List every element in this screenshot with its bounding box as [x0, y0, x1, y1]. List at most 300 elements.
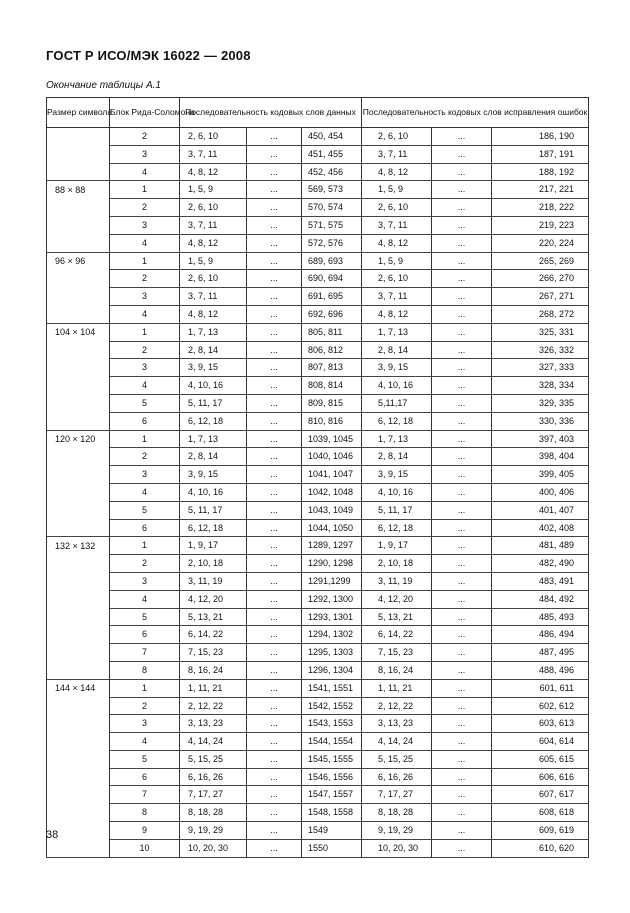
- row-size-cell: [47, 697, 110, 715]
- table-row: [47, 839, 589, 857]
- row-block-cell: 2: [110, 448, 180, 466]
- row-error-end-cell: 265, 269: [492, 252, 589, 270]
- row-block-cell: 1: [110, 430, 180, 448]
- row-data-end-cell: 1042, 1048: [302, 483, 362, 501]
- row-data-start-cell: 2, 6, 10: [180, 199, 247, 217]
- row-data-ellipsis-cell: ...: [247, 519, 302, 537]
- row-data-ellipsis-cell: ...: [247, 305, 302, 323]
- row-error-start-cell: 2, 6, 10: [362, 199, 432, 217]
- row-error-end-cell: 219, 223: [492, 216, 589, 234]
- row-data-end-cell: 1548, 1558: [302, 804, 362, 822]
- row-data-ellipsis-cell: ...: [247, 483, 302, 501]
- row-error-start-cell: 7, 17, 27: [362, 786, 432, 804]
- row-error-ellipsis-cell: ...: [432, 537, 492, 555]
- row-data-end-cell: 1293, 1301: [302, 608, 362, 626]
- row-block-cell: 4: [110, 590, 180, 608]
- row-error-ellipsis-cell: ...: [432, 483, 492, 501]
- row-error-start-cell: 2, 6, 10: [362, 128, 432, 146]
- row-data-ellipsis-cell: ...: [247, 679, 302, 697]
- row-block-cell: 4: [110, 733, 180, 751]
- row-data-end-cell: 1290, 1298: [302, 555, 362, 573]
- row-error-start-cell: 3, 9, 15: [362, 359, 432, 377]
- row-data-end-cell: 1044, 1050: [302, 519, 362, 537]
- row-data-ellipsis-cell: ...: [247, 839, 302, 857]
- row-data-start-cell: 3, 7, 11: [180, 216, 247, 234]
- row-error-ellipsis-cell: ...: [432, 305, 492, 323]
- row-block-cell: 1: [110, 181, 180, 199]
- row-size-cell: [47, 733, 110, 751]
- row-data-ellipsis-cell: ...: [247, 270, 302, 288]
- row-size-cell: [47, 661, 110, 679]
- row-size-cell: [47, 483, 110, 501]
- row-block-cell: 2: [110, 128, 180, 146]
- header-size: Размер символа: [47, 98, 110, 128]
- row-data-start-cell: 6, 12, 18: [180, 519, 247, 537]
- row-data-start-cell: 2, 10, 18: [180, 555, 247, 573]
- row-block-cell: 6: [110, 626, 180, 644]
- row-data-start-cell: 5, 15, 25: [180, 750, 247, 768]
- row-error-ellipsis-cell: ...: [432, 163, 492, 181]
- row-block-cell: 6: [110, 519, 180, 537]
- row-data-end-cell: 572, 576: [302, 234, 362, 252]
- row-error-end-cell: 397, 403: [492, 430, 589, 448]
- row-error-ellipsis-cell: ...: [432, 145, 492, 163]
- row-error-ellipsis-cell: ...: [432, 839, 492, 857]
- row-data-ellipsis-cell: ...: [247, 590, 302, 608]
- row-data-start-cell: 2, 8, 14: [180, 341, 247, 359]
- row-data-ellipsis-cell: ...: [247, 501, 302, 519]
- row-data-end-cell: 1294, 1302: [302, 626, 362, 644]
- row-data-ellipsis-cell: ...: [247, 661, 302, 679]
- row-error-end-cell: 218, 222: [492, 199, 589, 217]
- row-error-end-cell: 607, 617: [492, 786, 589, 804]
- row-error-end-cell: 483, 491: [492, 572, 589, 590]
- row-data-end-cell: 451, 455: [302, 145, 362, 163]
- row-block-cell: 7: [110, 644, 180, 662]
- row-size-cell: 88 × 88: [47, 181, 110, 199]
- table-row: [47, 466, 589, 484]
- row-error-end-cell: 217, 221: [492, 181, 589, 199]
- row-data-end-cell: 569, 573: [302, 181, 362, 199]
- row-data-ellipsis-cell: ...: [247, 572, 302, 590]
- row-data-end-cell: 1296, 1304: [302, 661, 362, 679]
- row-block-cell: 4: [110, 234, 180, 252]
- row-size-cell: [47, 501, 110, 519]
- row-block-cell: 3: [110, 359, 180, 377]
- row-data-ellipsis-cell: ...: [247, 341, 302, 359]
- row-error-ellipsis-cell: ...: [432, 270, 492, 288]
- row-data-start-cell: 10, 20, 30: [180, 839, 247, 857]
- row-block-cell: 4: [110, 305, 180, 323]
- row-error-start-cell: 6, 12, 18: [362, 412, 432, 430]
- row-data-end-cell: 1542, 1552: [302, 697, 362, 715]
- row-data-start-cell: 1, 11, 21: [180, 679, 247, 697]
- row-size-cell: [47, 359, 110, 377]
- row-error-start-cell: 4, 14, 24: [362, 733, 432, 751]
- row-block-cell: 2: [110, 697, 180, 715]
- row-size-cell: [47, 234, 110, 252]
- row-error-end-cell: 187, 191: [492, 145, 589, 163]
- row-data-end-cell: 1039, 1045: [302, 430, 362, 448]
- row-error-start-cell: 2, 12, 22: [362, 697, 432, 715]
- table-row: [47, 572, 589, 590]
- row-data-end-cell: 692, 696: [302, 305, 362, 323]
- row-error-start-cell: 2, 8, 14: [362, 448, 432, 466]
- row-data-start-cell: 1, 9, 17: [180, 537, 247, 555]
- row-data-ellipsis-cell: ...: [247, 359, 302, 377]
- row-error-start-cell: 1, 7, 13: [362, 323, 432, 341]
- row-error-ellipsis-cell: ...: [432, 323, 492, 341]
- row-data-ellipsis-cell: ...: [247, 715, 302, 733]
- row-size-cell: [47, 163, 110, 181]
- row-error-end-cell: 608, 618: [492, 804, 589, 822]
- row-error-end-cell: 325, 331: [492, 323, 589, 341]
- row-block-cell: 10: [110, 839, 180, 857]
- row-data-ellipsis-cell: ...: [247, 199, 302, 217]
- table-row: [47, 768, 589, 786]
- row-data-end-cell: 689, 693: [302, 252, 362, 270]
- row-error-start-cell: 3, 7, 11: [362, 288, 432, 306]
- row-error-end-cell: 486, 494: [492, 626, 589, 644]
- row-data-ellipsis-cell: ...: [247, 216, 302, 234]
- row-block-cell: 1: [110, 537, 180, 555]
- row-data-end-cell: 1289, 1297: [302, 537, 362, 555]
- row-error-ellipsis-cell: ...: [432, 341, 492, 359]
- table-row: [47, 804, 589, 822]
- row-error-end-cell: 482, 490: [492, 555, 589, 573]
- table-row: [47, 626, 589, 644]
- row-error-ellipsis-cell: ...: [432, 234, 492, 252]
- row-error-start-cell: 1, 5, 9: [362, 181, 432, 199]
- table-row: [47, 288, 589, 306]
- row-error-end-cell: 604, 614: [492, 733, 589, 751]
- table-row: [47, 163, 589, 181]
- row-error-start-cell: 1, 9, 17: [362, 537, 432, 555]
- table-row: [47, 181, 589, 199]
- row-data-start-cell: 1, 5, 9: [180, 181, 247, 199]
- row-error-ellipsis-cell: ...: [432, 448, 492, 466]
- row-block-cell: 5: [110, 394, 180, 412]
- row-size-cell: [47, 377, 110, 395]
- row-error-ellipsis-cell: ...: [432, 750, 492, 768]
- row-data-start-cell: 7, 17, 27: [180, 786, 247, 804]
- row-data-start-cell: 6, 14, 22: [180, 626, 247, 644]
- row-error-ellipsis-cell: ...: [432, 661, 492, 679]
- row-error-end-cell: 400, 406: [492, 483, 589, 501]
- row-error-end-cell: 402, 408: [492, 519, 589, 537]
- row-data-ellipsis-cell: ...: [247, 786, 302, 804]
- row-error-end-cell: 398, 404: [492, 448, 589, 466]
- row-error-start-cell: 10, 20, 30: [362, 839, 432, 857]
- table-row: [47, 537, 589, 555]
- row-error-end-cell: 326, 332: [492, 341, 589, 359]
- row-block-cell: 7: [110, 786, 180, 804]
- row-error-end-cell: 188, 192: [492, 163, 589, 181]
- row-error-end-cell: 601, 611: [492, 679, 589, 697]
- row-data-start-cell: 8, 18, 28: [180, 804, 247, 822]
- row-error-start-cell: 1, 5, 9: [362, 252, 432, 270]
- row-error-ellipsis-cell: ...: [432, 359, 492, 377]
- row-error-ellipsis-cell: ...: [432, 644, 492, 662]
- table-row: [47, 128, 589, 146]
- row-error-start-cell: 4, 12, 20: [362, 590, 432, 608]
- row-block-cell: 1: [110, 323, 180, 341]
- table-row: [47, 822, 589, 840]
- row-data-ellipsis-cell: ...: [247, 537, 302, 555]
- row-data-ellipsis-cell: ...: [247, 626, 302, 644]
- row-error-end-cell: 606, 616: [492, 768, 589, 786]
- row-data-ellipsis-cell: ...: [247, 697, 302, 715]
- row-block-cell: 1: [110, 679, 180, 697]
- table-row: [47, 501, 589, 519]
- row-data-start-cell: 6, 12, 18: [180, 412, 247, 430]
- row-data-end-cell: 1292, 1300: [302, 590, 362, 608]
- table-row: [47, 483, 589, 501]
- row-error-end-cell: 487, 495: [492, 644, 589, 662]
- row-data-start-cell: 1, 5, 9: [180, 252, 247, 270]
- table-row: [47, 590, 589, 608]
- table-row: [47, 697, 589, 715]
- row-data-ellipsis-cell: ...: [247, 163, 302, 181]
- row-error-ellipsis-cell: ...: [432, 252, 492, 270]
- table-row: [47, 323, 589, 341]
- row-error-end-cell: 327, 333: [492, 359, 589, 377]
- row-error-ellipsis-cell: ...: [432, 804, 492, 822]
- row-data-start-cell: 5, 13, 21: [180, 608, 247, 626]
- page-number: 38: [46, 829, 59, 841]
- row-block-cell: 2: [110, 270, 180, 288]
- row-data-start-cell: 8, 16, 24: [180, 661, 247, 679]
- table-row: [47, 715, 589, 733]
- row-data-start-cell: 4, 8, 12: [180, 234, 247, 252]
- row-error-start-cell: 4, 8, 12: [362, 163, 432, 181]
- row-error-start-cell: 1, 7, 13: [362, 430, 432, 448]
- row-error-start-cell: 8, 18, 28: [362, 804, 432, 822]
- table-row: [47, 216, 589, 234]
- row-error-end-cell: 401, 407: [492, 501, 589, 519]
- row-data-end-cell: 1043, 1049: [302, 501, 362, 519]
- row-error-start-cell: 5, 15, 25: [362, 750, 432, 768]
- row-error-start-cell: 5,11,17: [362, 394, 432, 412]
- row-size-cell: 144 × 144: [47, 679, 110, 697]
- row-error-ellipsis-cell: ...: [432, 430, 492, 448]
- row-error-ellipsis-cell: ...: [432, 733, 492, 751]
- row-data-end-cell: 809, 815: [302, 394, 362, 412]
- row-block-cell: 2: [110, 199, 180, 217]
- row-data-end-cell: 690, 694: [302, 270, 362, 288]
- row-error-end-cell: 602, 612: [492, 697, 589, 715]
- row-block-cell: 2: [110, 341, 180, 359]
- document-header: ГОСТ Р ИСО/МЭК 16022 — 2008: [46, 48, 251, 63]
- row-data-end-cell: 570, 574: [302, 199, 362, 217]
- row-data-start-cell: 4, 8, 12: [180, 163, 247, 181]
- row-data-end-cell: 571, 575: [302, 216, 362, 234]
- table-row: [47, 786, 589, 804]
- row-data-start-cell: 1, 7, 13: [180, 430, 247, 448]
- row-error-ellipsis-cell: ...: [432, 768, 492, 786]
- row-block-cell: 8: [110, 661, 180, 679]
- row-error-end-cell: 220, 224: [492, 234, 589, 252]
- row-error-ellipsis-cell: ...: [432, 822, 492, 840]
- row-size-cell: [47, 412, 110, 430]
- row-data-start-cell: 1, 7, 13: [180, 323, 247, 341]
- row-error-end-cell: 186, 190: [492, 128, 589, 146]
- table-header-row: [47, 98, 589, 128]
- row-data-ellipsis-cell: ...: [247, 430, 302, 448]
- row-block-cell: 5: [110, 608, 180, 626]
- row-size-cell: [47, 572, 110, 590]
- table-row: [47, 661, 589, 679]
- row-size-cell: [47, 804, 110, 822]
- row-block-cell: 3: [110, 216, 180, 234]
- row-size-cell: [47, 128, 110, 146]
- row-data-start-cell: 2, 6, 10: [180, 270, 247, 288]
- row-block-cell: 4: [110, 377, 180, 395]
- table-caption: Окончание таблицы А.1: [46, 80, 161, 91]
- row-size-cell: [47, 608, 110, 626]
- row-data-ellipsis-cell: ...: [247, 412, 302, 430]
- row-error-start-cell: 1, 11, 21: [362, 679, 432, 697]
- row-error-start-cell: 2, 8, 14: [362, 341, 432, 359]
- row-error-ellipsis-cell: ...: [432, 288, 492, 306]
- row-error-end-cell: 609, 619: [492, 822, 589, 840]
- row-size-cell: [47, 216, 110, 234]
- row-data-end-cell: 452, 456: [302, 163, 362, 181]
- row-data-ellipsis-cell: ...: [247, 128, 302, 146]
- row-block-cell: 9: [110, 822, 180, 840]
- row-error-start-cell: 6, 12, 18: [362, 519, 432, 537]
- header-error-sequence: Последовательность кодовых слов исправления ошибок: [362, 98, 589, 128]
- row-data-end-cell: 1040, 1046: [302, 448, 362, 466]
- row-error-end-cell: 605, 615: [492, 750, 589, 768]
- row-data-ellipsis-cell: ...: [247, 252, 302, 270]
- row-size-cell: [47, 448, 110, 466]
- row-size-cell: [47, 750, 110, 768]
- row-error-end-cell: 267, 271: [492, 288, 589, 306]
- row-data-ellipsis-cell: ...: [247, 466, 302, 484]
- row-error-end-cell: 329, 335: [492, 394, 589, 412]
- row-data-end-cell: 1546, 1556: [302, 768, 362, 786]
- row-error-start-cell: 6, 16, 26: [362, 768, 432, 786]
- row-size-cell: 132 × 132: [47, 537, 110, 555]
- table-row: [47, 412, 589, 430]
- row-data-end-cell: 691, 695: [302, 288, 362, 306]
- row-size-cell: [47, 626, 110, 644]
- row-block-cell: 3: [110, 145, 180, 163]
- row-data-start-cell: 2, 6, 10: [180, 128, 247, 146]
- row-data-start-cell: 4, 10, 16: [180, 377, 247, 395]
- row-error-ellipsis-cell: ...: [432, 555, 492, 573]
- row-data-end-cell: 1541, 1551: [302, 679, 362, 697]
- row-error-ellipsis-cell: ...: [432, 199, 492, 217]
- row-error-start-cell: 3, 13, 23: [362, 715, 432, 733]
- row-data-end-cell: 807, 813: [302, 359, 362, 377]
- row-size-cell: [47, 288, 110, 306]
- row-error-end-cell: 484, 492: [492, 590, 589, 608]
- table-row: [47, 394, 589, 412]
- row-error-ellipsis-cell: ...: [432, 626, 492, 644]
- row-size-cell: 120 × 120: [47, 430, 110, 448]
- row-data-end-cell: 1544, 1554: [302, 733, 362, 751]
- row-size-cell: [47, 715, 110, 733]
- row-size-cell: [47, 466, 110, 484]
- row-data-end-cell: 1545, 1555: [302, 750, 362, 768]
- row-data-start-cell: 3, 7, 11: [180, 288, 247, 306]
- row-data-start-cell: 9, 19, 29: [180, 822, 247, 840]
- row-data-end-cell: 1291,1299: [302, 572, 362, 590]
- row-data-start-cell: 4, 10, 16: [180, 483, 247, 501]
- table-body: [47, 128, 589, 858]
- row-size-cell: [47, 270, 110, 288]
- row-error-ellipsis-cell: ...: [432, 216, 492, 234]
- row-size-cell: 104 × 104: [47, 323, 110, 341]
- row-size-cell: [47, 768, 110, 786]
- row-error-ellipsis-cell: ...: [432, 394, 492, 412]
- row-data-ellipsis-cell: ...: [247, 394, 302, 412]
- row-error-start-cell: 4, 10, 16: [362, 483, 432, 501]
- table-row: [47, 608, 589, 626]
- row-data-ellipsis-cell: ...: [247, 555, 302, 573]
- row-size-cell: 96 × 96: [47, 252, 110, 270]
- row-size-cell: [47, 519, 110, 537]
- row-error-ellipsis-cell: ...: [432, 786, 492, 804]
- row-data-ellipsis-cell: ...: [247, 448, 302, 466]
- row-error-start-cell: 5, 11, 17: [362, 501, 432, 519]
- row-error-ellipsis-cell: ...: [432, 679, 492, 697]
- table-row: [47, 377, 589, 395]
- table-row: [47, 341, 589, 359]
- table-row: [47, 555, 589, 573]
- row-data-end-cell: 1550: [302, 839, 362, 857]
- row-error-end-cell: 328, 334: [492, 377, 589, 395]
- row-error-end-cell: 399, 405: [492, 466, 589, 484]
- row-data-start-cell: 5, 11, 17: [180, 501, 247, 519]
- row-data-start-cell: 3, 7, 11: [180, 145, 247, 163]
- row-data-end-cell: 1547, 1557: [302, 786, 362, 804]
- row-size-cell: [47, 341, 110, 359]
- row-error-start-cell: 4, 10, 16: [362, 377, 432, 395]
- table-row: [47, 234, 589, 252]
- row-block-cell: 3: [110, 466, 180, 484]
- row-block-cell: 3: [110, 288, 180, 306]
- row-data-ellipsis-cell: ...: [247, 608, 302, 626]
- row-data-end-cell: 450, 454: [302, 128, 362, 146]
- row-size-cell: [47, 199, 110, 217]
- row-error-ellipsis-cell: ...: [432, 590, 492, 608]
- row-size-cell: [47, 145, 110, 163]
- row-error-end-cell: 481, 489: [492, 537, 589, 555]
- row-size-cell: [47, 839, 110, 857]
- row-block-cell: 1: [110, 252, 180, 270]
- row-error-start-cell: 4, 8, 12: [362, 305, 432, 323]
- row-block-cell: 3: [110, 715, 180, 733]
- header-block: Блок Рида-Соломона: [110, 98, 180, 128]
- row-data-start-cell: 4, 8, 12: [180, 305, 247, 323]
- row-error-ellipsis-cell: ...: [432, 181, 492, 199]
- row-error-ellipsis-cell: ...: [432, 466, 492, 484]
- row-data-end-cell: 806, 812: [302, 341, 362, 359]
- table-row: [47, 644, 589, 662]
- row-data-start-cell: 7, 15, 23: [180, 644, 247, 662]
- row-error-start-cell: 3, 9, 15: [362, 466, 432, 484]
- row-error-end-cell: 330, 336: [492, 412, 589, 430]
- row-data-ellipsis-cell: ...: [247, 768, 302, 786]
- row-error-start-cell: 8, 16, 24: [362, 661, 432, 679]
- row-data-end-cell: 808, 814: [302, 377, 362, 395]
- row-error-ellipsis-cell: ...: [432, 412, 492, 430]
- row-error-start-cell: 2, 6, 10: [362, 270, 432, 288]
- table-row: [47, 199, 589, 217]
